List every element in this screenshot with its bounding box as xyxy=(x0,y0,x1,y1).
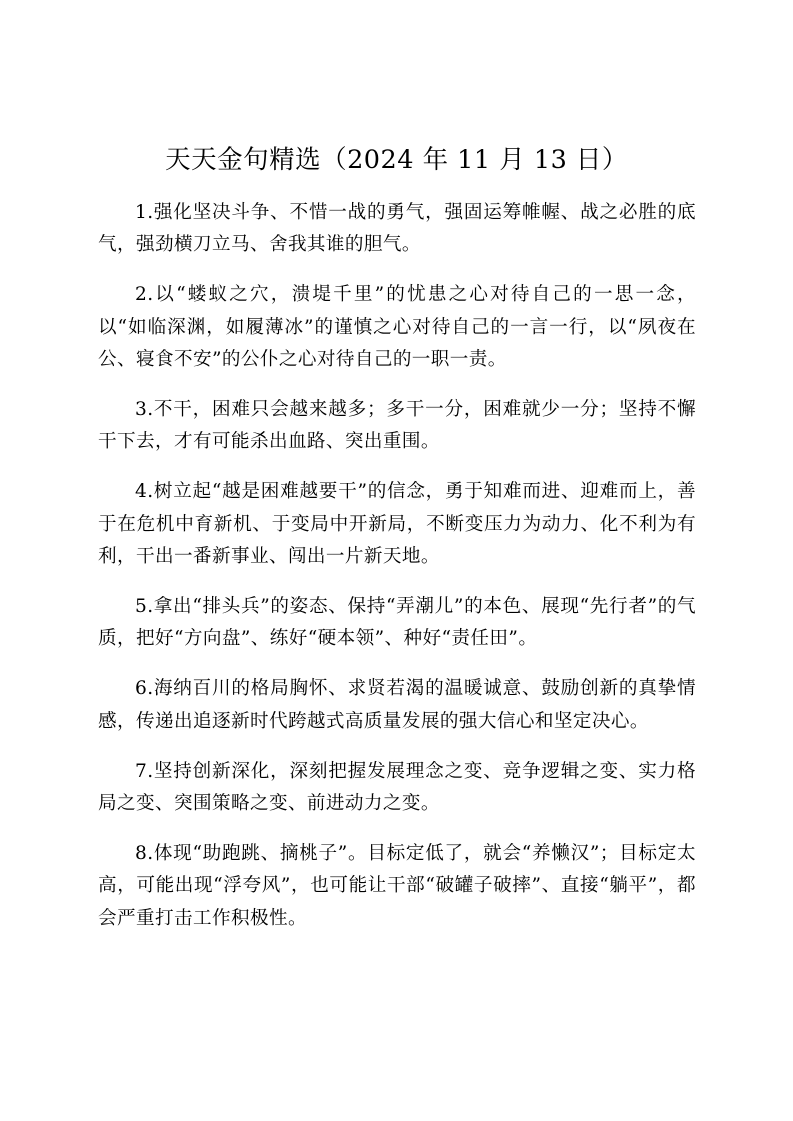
quote-item-7: 7.坚持创新深化，深刻把握发展理念之变、竞争逻辑之变、实力格局之变、突围策略之变、前进动力之变。 xyxy=(98,760,696,815)
quote-item-5: 5.拿出“排头兵”的姿态、保持“弄潮儿”的本色、展现“先行者”的气质，把好“方向盘”、练好“硬本领”、种好“责任田”。 xyxy=(98,596,696,650)
quote-list xyxy=(98,197,696,953)
quote-item-8: 8.体现“助跑跳、摘桃子”。目标定低了，就会“养懒汉”；目标定太高，可能出现“浮夸风”，也可能让干部“破罐子破摔”、直接“躺平”，都会严重打击工作积极性。 xyxy=(98,843,696,929)
document-title: 天天金句精选（2024 年 11 月 13 日） xyxy=(165,145,628,175)
quote-item-1: 1.强化坚决斗争、不惜一战的勇气，强固运筹帷幄、战之必胜的底气，强劲横刀立马、舍我其谁的胆气。 xyxy=(98,202,696,256)
quote-item-6: 6.海纳百川的格局胸怀、求贤若渴的温暖诚意、鼓励创新的真挚情感，传递出追逐新时代跨越式高质量发展的强大信心和坚定决心。 xyxy=(98,678,696,732)
quote-item-3: 3.不干，困难只会越来越多；多干一分，困难就少一分；坚持不懈干下去，才有可能杀出血路、突出重围。 xyxy=(98,399,696,453)
quote-item-2: 2.以“蝼蚁之穴，溃堤千里”的忧患之心对待自己的一思一念，以“如临深渊，如履薄冰”的谨慎之心对待自己的一言一行，以“夙夜在公、寝食不安”的公仆之心对待自己的一职一责。 xyxy=(98,284,696,370)
quote-item-4: 4.树立起“越是困难越要干”的信念，勇于知难而进、迎难而上，善于在危机中育新机、于变局中开新局，不断变压力为动力、化不利为有利，干出一番新事业、闯出一片新天地。 xyxy=(98,481,696,567)
